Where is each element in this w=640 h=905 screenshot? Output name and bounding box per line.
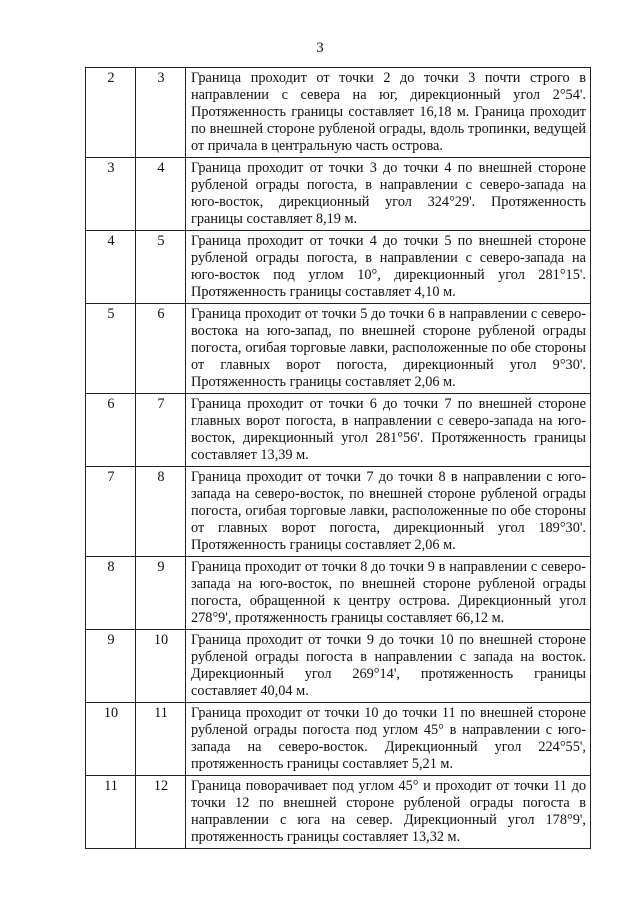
to-point-cell: 10 — [136, 630, 186, 703]
to-point-cell: 3 — [136, 68, 186, 158]
description-cell: Граница проходит от точки 5 до точки 6 в направлении с северо-востока на юго-запад, по внешней стороне рубленой ограды погоста, огибая торговые лавки, расположенные по обе стороны от главных ворот погоста, дирекционный угол 9°30'. Протяженность границы составляет 2,06 м. — [186, 304, 591, 394]
from-point-cell: 6 — [86, 394, 136, 467]
table-row — [86, 557, 591, 630]
from-point-cell: 9 — [86, 630, 136, 703]
description-cell: Граница проходит от точки 7 до точки 8 в направлении с юго-запада на северо-восток, по внешней стороне рубленой ограды погоста, огибая торговые лавки, расположенные по обе стороны от главных ворот погоста, дирекционный угол 189°30'. Протяженность границы составляет 2,06 м. — [186, 467, 591, 557]
to-point-cell: 7 — [136, 394, 186, 467]
description-cell: Граница проходит от точки 2 до точки 3 почти строго в направлении с севера на юг, дирекционный угол 2°54'. Протяженность границы составляет 16,18 м. Граница проходит по внешней стороне рубленой ограды, вдоль тропинки, ведущей от причала в центральную часть острова. — [186, 68, 591, 158]
from-point-cell: 7 — [86, 467, 136, 557]
description-cell: Граница проходит от точки 9 до точки 10 по внешней стороне рубленой ограды погоста в направлении с запада на восток. Дирекционный угол 269°14', протяженность границы составляет 40,04 м. — [186, 630, 591, 703]
from-point-cell: 8 — [86, 557, 136, 630]
from-point-cell: 5 — [86, 304, 136, 394]
description-cell: Граница поворачивает под углом 45° и проходит от точки 11 до точки 12 по внешней стороне рубленой ограды погоста в направлении с юга на север. Дирекционный угол 178°9', протяженность границы составляет 13,32 м. — [186, 776, 591, 849]
to-point-cell: 8 — [136, 467, 186, 557]
boundary-description-table — [85, 67, 591, 849]
from-point-cell: 2 — [86, 68, 136, 158]
to-point-cell: 9 — [136, 557, 186, 630]
description-cell: Граница проходит от точки 6 до точки 7 по внешней стороне главных ворот погоста, в направлении с северо-запада на юго-восток, дирекционный угол 281°56'. Протяженность границы составляет 13,39 м. — [186, 394, 591, 467]
to-point-cell: 5 — [136, 231, 186, 304]
table-row — [86, 231, 591, 304]
description-cell: Граница проходит от точки 4 до точки 5 по внешней стороне рубленой ограды погоста, в направлении с северо-запада на юго-восток под углом 10°, дирекционный угол 281°15'. Протяженность границы составляет 4,10 м. — [186, 231, 591, 304]
table-row — [86, 394, 591, 467]
table-row — [86, 630, 591, 703]
to-point-cell: 11 — [136, 703, 186, 776]
page-number: 3 — [316, 40, 324, 56]
from-point-cell: 3 — [86, 158, 136, 231]
table-row — [86, 776, 591, 849]
to-point-cell: 4 — [136, 158, 186, 231]
table-row — [86, 304, 591, 394]
table-row — [86, 467, 591, 557]
description-cell: Граница проходит от точки 8 до точки 9 в направлении с северо-запада на юго-восток, по внешней стороне рубленой ограды погоста, обращенной к центру острова. Дирекционный угол 278°9', протяженность границы составляет 66,12 м. — [186, 557, 591, 630]
to-point-cell: 6 — [136, 304, 186, 394]
table-row — [86, 158, 591, 231]
table-row — [86, 68, 591, 158]
to-point-cell: 12 — [136, 776, 186, 849]
description-cell: Граница проходит от точки 10 до точки 11 по внешней стороне рубленой ограды погоста под углом 45° в направлении с юго-запада на северо-восток. Дирекционный угол 224°55', протяженность границы составляет 5,21 м. — [186, 703, 591, 776]
table-row — [86, 703, 591, 776]
from-point-cell: 11 — [86, 776, 136, 849]
description-cell: Граница проходит от точки 3 до точки 4 по внешней стороне рубленой ограды погоста, в направлении с северо-запада на юго-восток, дирекционный угол 324°29'. Протяженность границы составляет 8,19 м. — [186, 158, 591, 231]
from-point-cell: 10 — [86, 703, 136, 776]
from-point-cell: 4 — [86, 231, 136, 304]
